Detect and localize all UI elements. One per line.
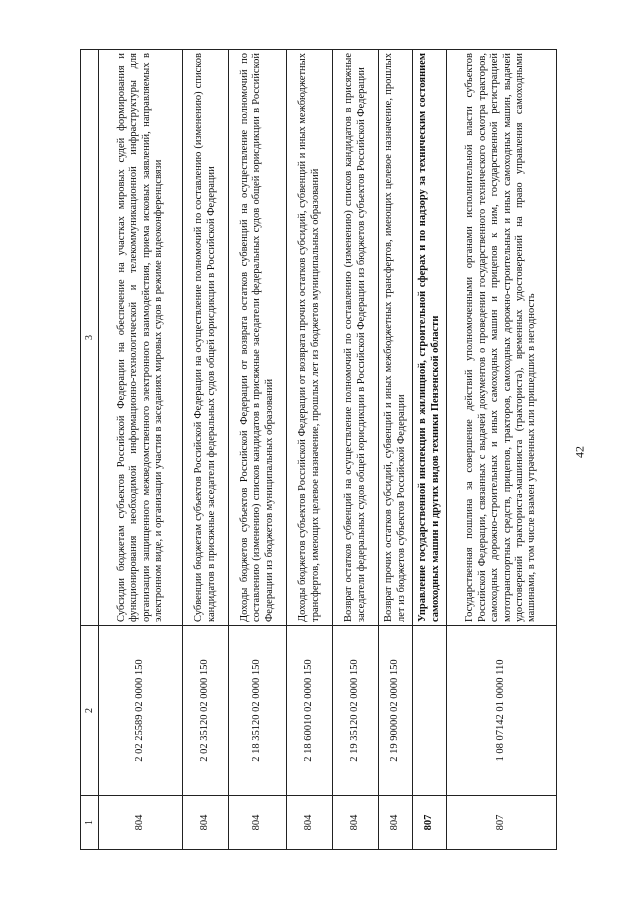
admin-code-cell: 804 [99, 796, 183, 850]
revenue-code-cell: 2 18 60010 02 0000 150 [287, 626, 333, 796]
description-cell: Государственная пошлина за совершение действий уполномоченными органами исполнительной власти субъектов Российской Федерации, связанных с выдачей документов о проведении государственного технического осмотра тракторов, самоходных дорожно-строительных и иных самоходных машин и прицепов к ним, государственной регистрацией мототранспортных средств, прицепов, тракторов, самоходных дорожно-строительных и иных самоходных машин, выдачей удостоверений тракториста-машиниста (тракториста), временных удостоверений на право управления самоходными машинами, в том числе взамен утраченных или пришедших в негодность [447, 50, 557, 626]
revenue-code-cell: 2 19 35120 02 0000 150 [333, 626, 379, 796]
revenue-code-cell: 2 18 35120 02 0000 150 [229, 626, 287, 796]
column-header-2: 2 [81, 626, 99, 796]
page-number: 42 [572, 446, 587, 458]
description-cell: Возврат остатков субвенций на осуществление полномочий по составлению (изменению) списков кандидатов в присяжные заседатели федеральных судов общей юрисдикции в Российской Федерации из бюджетов субъектов Российской Федерации [333, 50, 379, 626]
revenue-code-cell [413, 626, 447, 796]
table-row [333, 50, 379, 850]
table-row [287, 50, 333, 850]
admin-code-cell: 807 [413, 796, 447, 850]
admin-code-cell: 804 [379, 796, 413, 850]
revenue-code-cell: 2 19 90000 02 0000 150 [379, 626, 413, 796]
revenue-codes-table [80, 49, 557, 850]
revenue-code-cell: 2 02 25589 02 0000 150 [99, 626, 183, 796]
admin-code-cell: 807 [447, 796, 557, 850]
table-row [229, 50, 287, 850]
description-cell: Субсидии бюджетам субъектов Российской Федерации на обеспечение на участках мировых судей формирования и функционирования необходимой информационно-технологической и телекоммуникационной инфраструктуры для организации защищенного межведомственного электронного взаимодействия, приема исковых заявлений, направляемых в электронном виде, и организации участия в заседаниях мировых судов в режиме видеоконференцсвязи [99, 50, 183, 626]
description-cell: Управление государственной инспекции в жилищной, строительной сферах и по надзору за техническим состоянием самоходных машин и других видов техники Пензенской области [413, 50, 447, 626]
table-row [183, 50, 229, 850]
table-row [99, 50, 183, 850]
description-cell: Доходы бюджетов субъектов Российской Федерации от возврата прочих остатков субсидий, субвенций и иных межбюджетных трансфертов, имеющих целевое назначение, прошлых лет из бюджетов муниципальных образований [287, 50, 333, 626]
table-row [413, 50, 447, 850]
description-cell: Доходы бюджетов субъектов Российской Федерации от возврата остатков субвенций на осуществление полномочий по составлению (изменению) списков кандидатов в присяжные заседатели федеральных судов общей юрисдикции в Российской Федерации из бюджетов муниципальных образований [229, 50, 287, 626]
table-row [447, 50, 557, 850]
rotated-table-container [80, 50, 560, 850]
column-header-3: 3 [81, 50, 99, 626]
table-row [379, 50, 413, 850]
column-header-1: 1 [81, 796, 99, 850]
admin-code-cell: 804 [287, 796, 333, 850]
table-header-row [81, 50, 99, 850]
admin-code-cell: 804 [333, 796, 379, 850]
revenue-code-cell: 1 08 07142 01 0000 110 [447, 626, 557, 796]
admin-code-cell: 804 [229, 796, 287, 850]
description-cell: Субвенции бюджетам субъектов Российской Федерации на осуществление полномочий по составлению (изменению) списков кандидатов в присяжные заседатели федеральных судов общей юрисдикции в Российской Федерации [183, 50, 229, 626]
admin-code-cell: 804 [183, 796, 229, 850]
description-cell: Возврат прочих остатков субсидий, субвенций и иных межбюджетных трансфертов, имеющих целевое назначение, прошлых лет из бюджетов субъектов Российской Федерации [379, 50, 413, 626]
revenue-code-cell: 2 02 35120 02 0000 150 [183, 626, 229, 796]
